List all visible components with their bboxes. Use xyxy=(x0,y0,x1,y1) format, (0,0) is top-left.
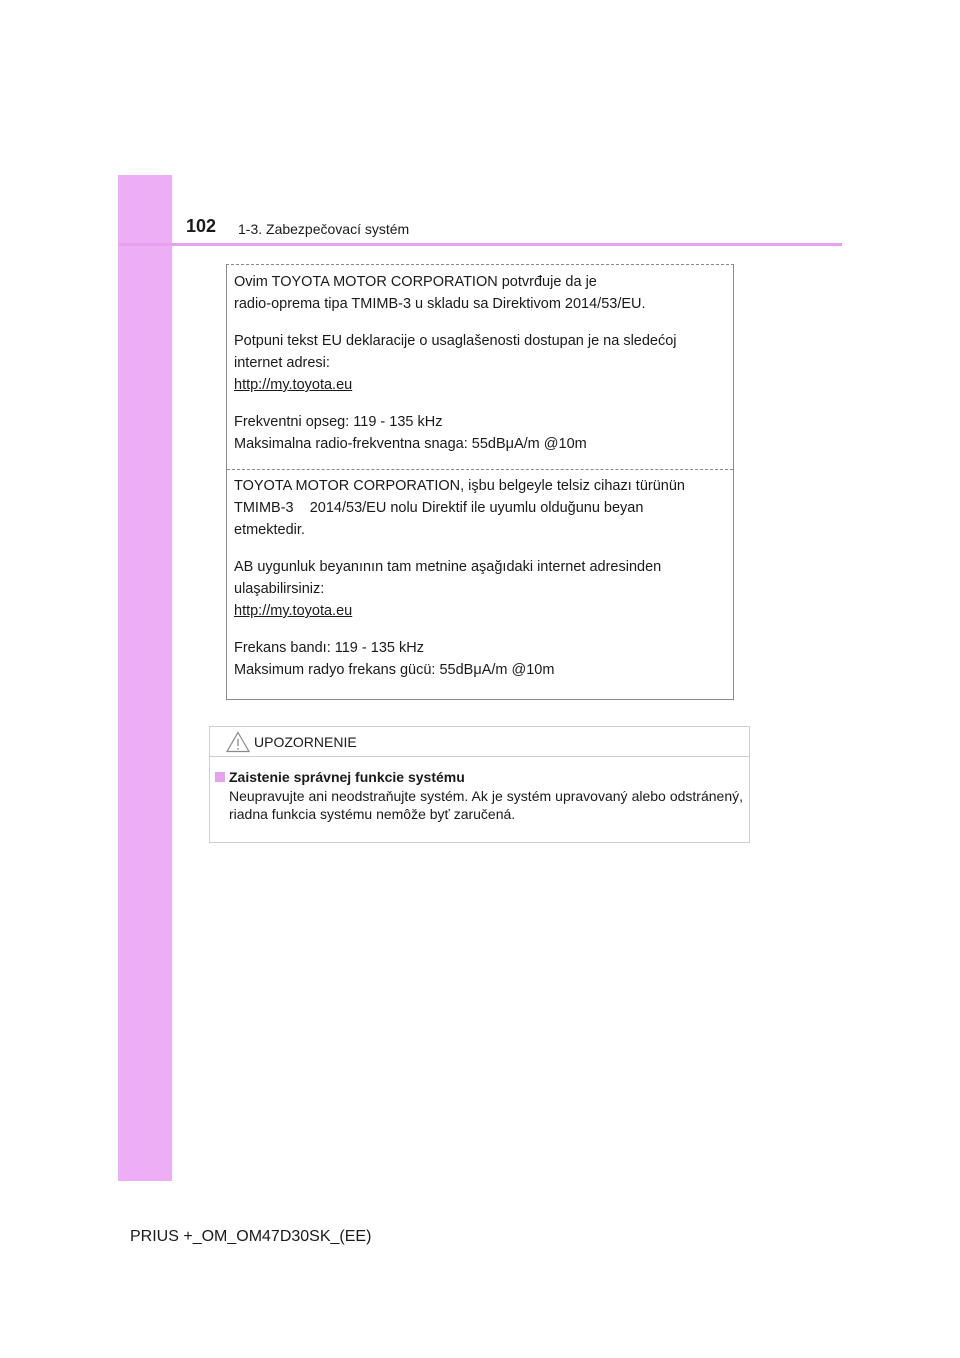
warning-triangle-icon xyxy=(226,731,250,753)
declaration-box xyxy=(226,264,734,700)
decl-text: Maksimalna radio-frekventna snaga: 55dBμA/m @10m xyxy=(234,436,587,452)
decl-text: Potpuni tekst EU deklaracije o usaglašenosti dostupan je na sledećoj xyxy=(234,333,677,349)
decl-text: Frekventni opseg: 119 - 135 kHz xyxy=(234,414,443,430)
declaration-divider xyxy=(227,469,733,470)
decl-text: Frekans bandı: 119 - 135 kHz xyxy=(234,640,424,656)
declaration-link[interactable]: http://my.toyota.eu xyxy=(234,377,353,393)
warning-body xyxy=(215,767,743,823)
side-color-band xyxy=(118,175,172,1181)
declaration-serbian xyxy=(227,271,733,455)
decl-text: Ovim TOYOTA MOTOR CORPORATION potvrđuje da je xyxy=(234,274,597,290)
footer-code: PRIUS +_OM_OM47D30SK_(EE) xyxy=(130,1228,372,1245)
header-rule xyxy=(118,243,842,246)
page-number: 102 xyxy=(186,216,217,236)
square-bullet-icon xyxy=(215,772,225,782)
page-header xyxy=(118,210,842,246)
warning-header xyxy=(210,727,749,757)
decl-text: radio-oprema tipa TMIMB-3 u skladu sa Direktivom 2014/53/EU. xyxy=(234,296,646,312)
decl-text: TOYOTA MOTOR CORPORATION, işbu belgeyle telsiz cihazı türünün xyxy=(234,478,685,494)
decl-text: ulaşabilirsiniz: xyxy=(234,581,325,597)
decl-text: Maksimum radyo frekans gücü: 55dBμA/m @10m xyxy=(234,662,555,678)
decl-text: etmektedir. xyxy=(234,522,305,538)
warning-title: UPOZORNENIE xyxy=(254,734,357,750)
declaration-link[interactable]: http://my.toyota.eu xyxy=(234,603,353,619)
warning-item-text: Neupravujte ani neodstraňujte systém. Ak je systém upravovaný alebo odstránený, riadna funkcia systému nemôže byť zaručená. xyxy=(229,788,743,822)
decl-text: internet adresi: xyxy=(234,355,330,371)
warning-item-title: Zaistenie správnej funkcie systému xyxy=(229,769,465,785)
declaration-turkish xyxy=(227,475,733,681)
decl-text: TMIMB-3 2014/53/EU nolu Direktif ile uyumlu olduğunu beyan xyxy=(234,500,644,516)
warning-box xyxy=(209,726,750,843)
warning-item-heading xyxy=(215,767,743,787)
section-title: 1-3. Zabezpečovací systém xyxy=(238,221,410,237)
decl-text: AB uygunluk beyanının tam metnine aşağıdaki internet adresinden xyxy=(234,559,662,575)
